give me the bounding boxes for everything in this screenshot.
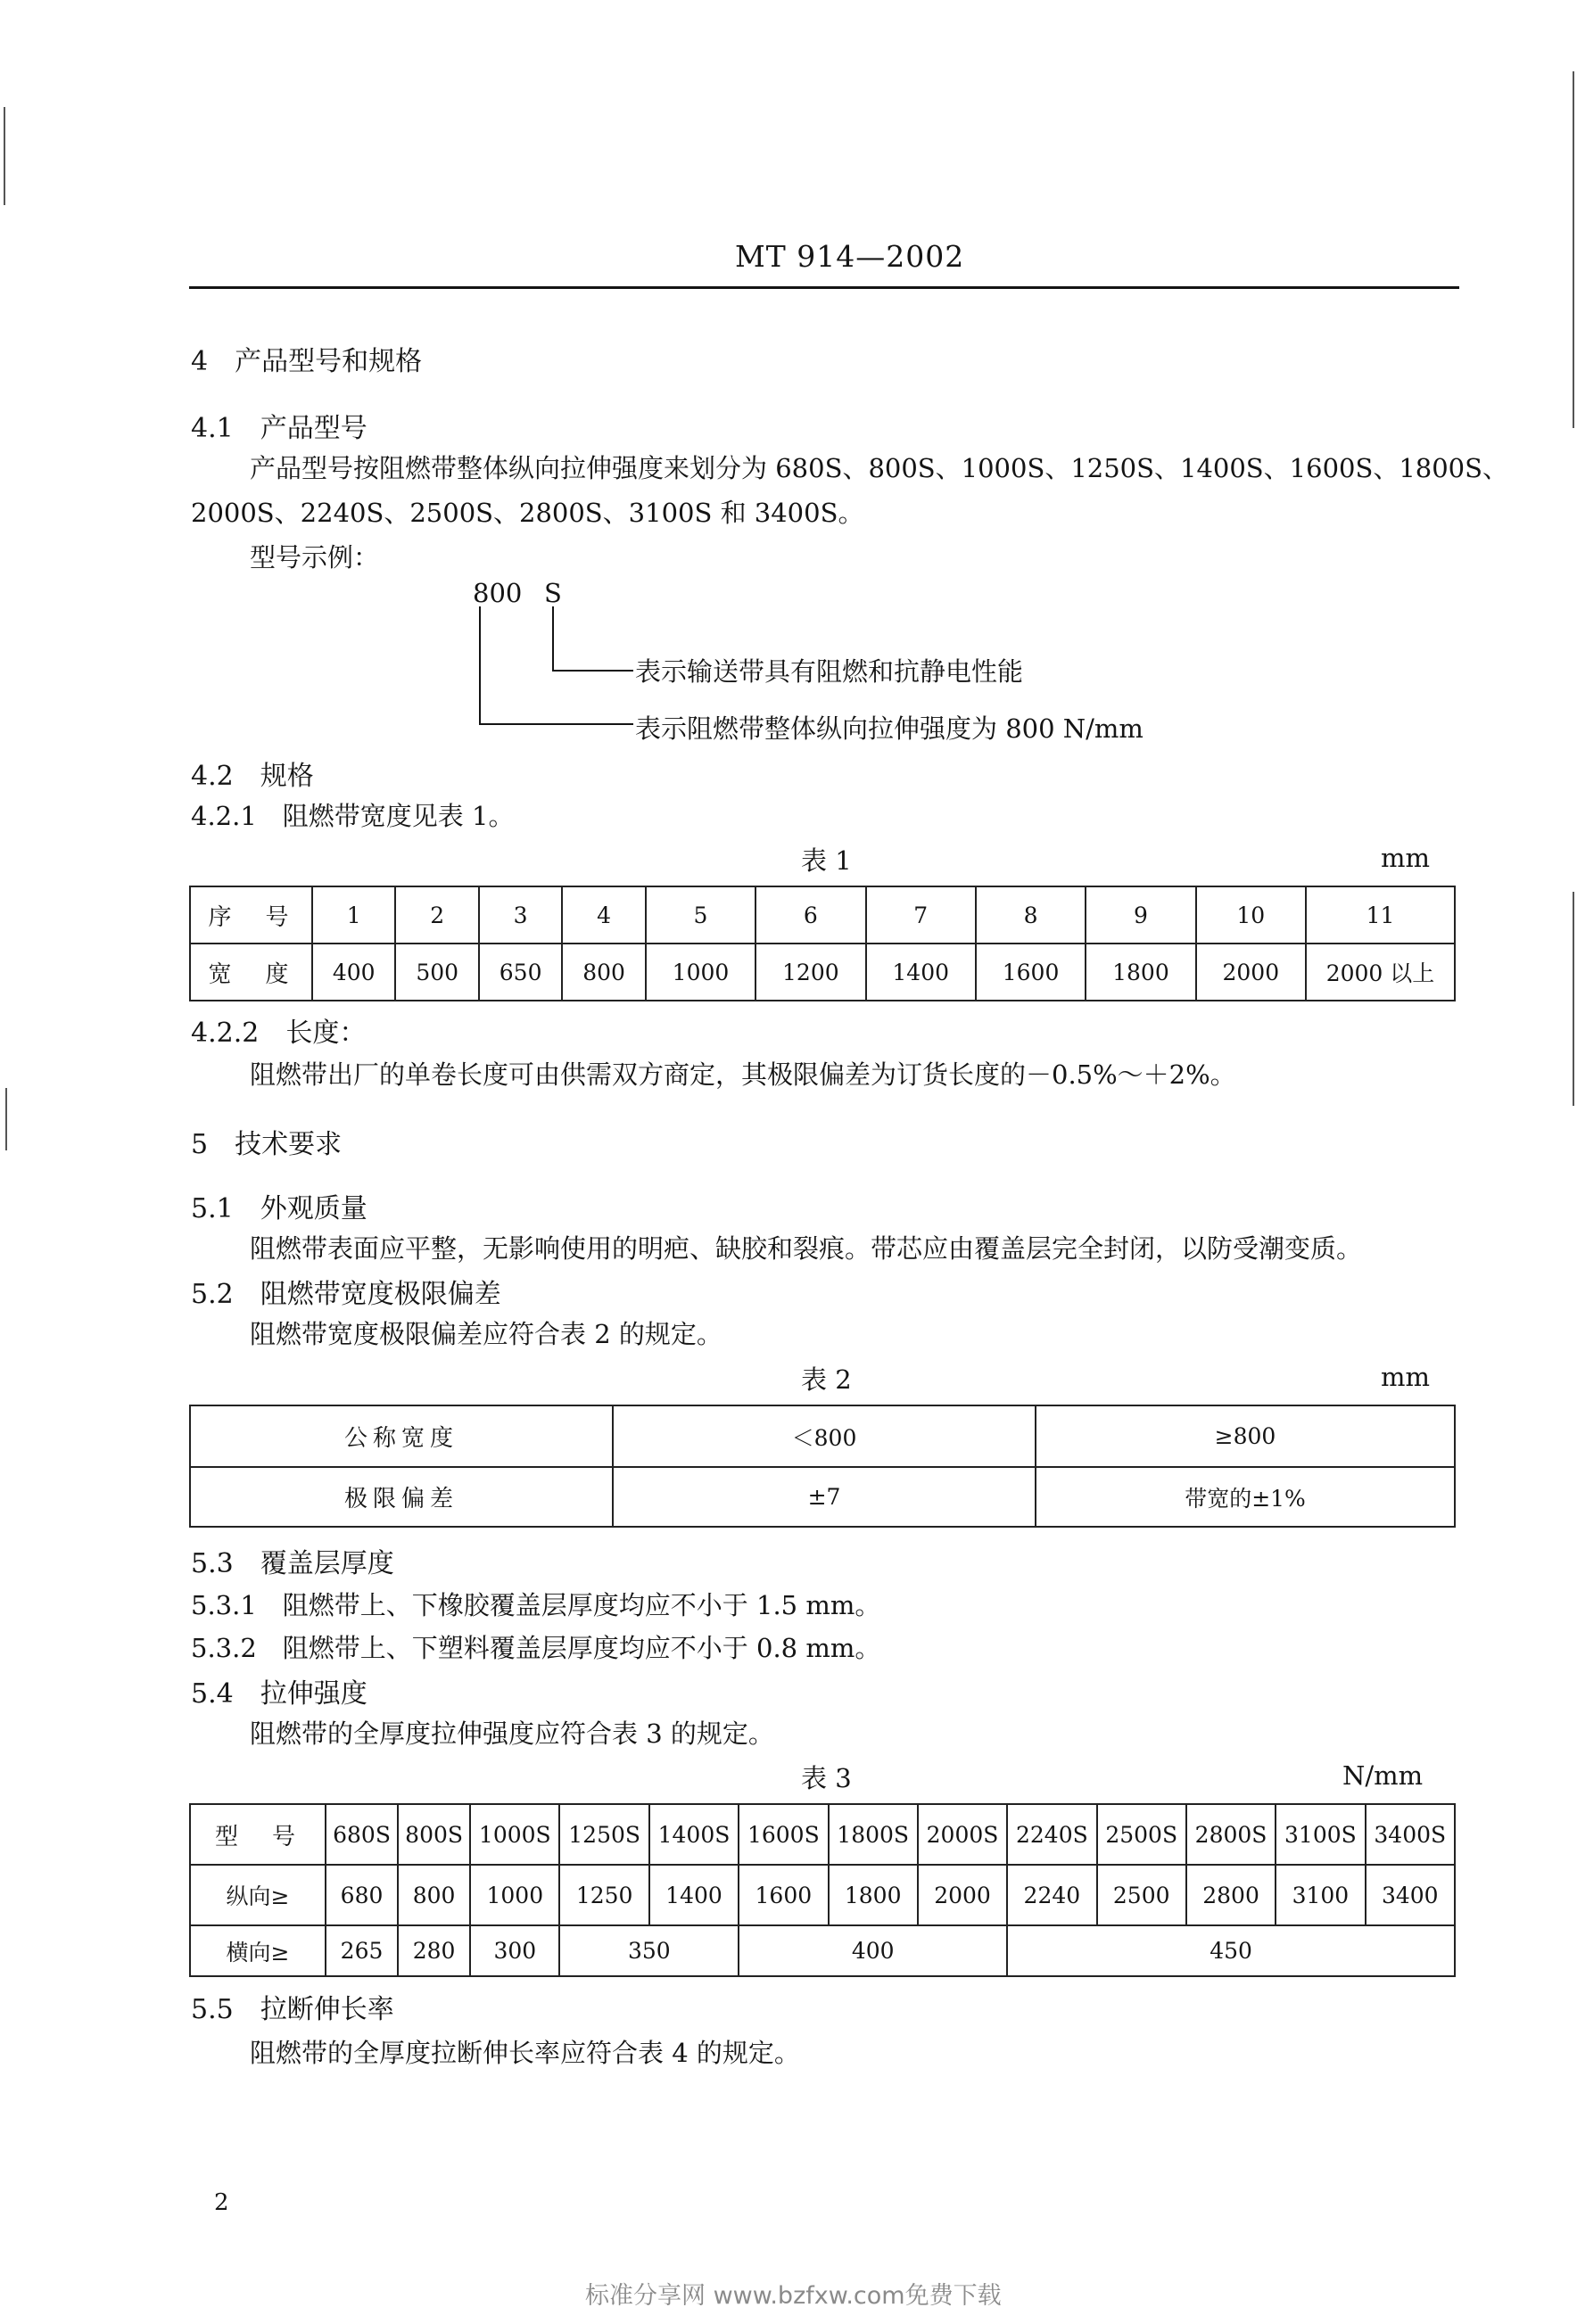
section-5-2-paragraph: 阻燃带宽度极限偏差应符合表 2 的规定。 bbox=[250, 1319, 722, 1349]
table-3-cell: 3400S bbox=[1366, 1804, 1455, 1865]
number-bracket-line bbox=[480, 606, 633, 724]
table-1-cell: 5 bbox=[646, 886, 755, 944]
table-2-cell: ＜800 bbox=[613, 1405, 1036, 1467]
header-rule bbox=[189, 286, 1459, 289]
table-3-cell: 1600S bbox=[739, 1804, 828, 1865]
table-1-row-header: 序 号 bbox=[190, 886, 312, 944]
table-3-cell: 450 bbox=[1007, 1925, 1455, 1976]
table-1-cell: 11 bbox=[1306, 886, 1455, 944]
section-4-1-paragraph-line2: 2000S、2240S、2500S、2800S、3100S 和 3400S。 bbox=[191, 498, 864, 528]
section-5-4-heading: 5.4 拉伸强度 bbox=[191, 1678, 367, 1710]
section-4-1-paragraph-line1: 产品型号按阻燃带整体纵向拉伸强度来划分为 680S、800S、1000S、1250S、1400S、1600S、1800S、 bbox=[250, 453, 1509, 483]
table-3-row-header: 型 号 bbox=[190, 1804, 326, 1865]
section-4-2-2-heading: 4.2.2 长度： bbox=[191, 1018, 367, 1049]
table-1-caption: 表 1 bbox=[801, 845, 852, 876]
table-1 bbox=[189, 886, 1456, 1001]
table-1-cell: 1 bbox=[312, 886, 395, 944]
letter-bracket-line bbox=[553, 606, 633, 671]
table-1-row-header: 宽 度 bbox=[190, 944, 312, 1001]
table-3-cell: 800 bbox=[398, 1865, 470, 1925]
table-3-cell: 3100S bbox=[1276, 1804, 1365, 1865]
section-5-3-1-text: 5.3.1 阻燃带上、下橡胶覆盖层厚度均应不小于 1.5 mm。 bbox=[191, 1590, 881, 1620]
table-3-cell: 280 bbox=[398, 1925, 470, 1976]
table-1-cell: 9 bbox=[1086, 886, 1195, 944]
section-5-1-paragraph: 阻燃带表面应平整，无影响使用的明疤、缺胶和裂痕。带芯应由覆盖层完全封闭，以防受潮变质。 bbox=[250, 1233, 1363, 1264]
table-1-cell: 2000 以上 bbox=[1306, 944, 1455, 1001]
table-3-cell: 800S bbox=[398, 1804, 470, 1865]
table-3-row-header: 横向≥ bbox=[190, 1925, 326, 1976]
table-3-cell: 1000 bbox=[470, 1865, 559, 1925]
table-3-cell: 2800S bbox=[1186, 1804, 1276, 1865]
table-3-cell: 1000S bbox=[470, 1804, 559, 1865]
table-3-cell: 2500S bbox=[1097, 1804, 1186, 1865]
site-footer: 标准分享网 www.bzfxw.com免费下载 bbox=[585, 2282, 1002, 2310]
table-3-cell: 680 bbox=[326, 1865, 398, 1925]
table-1-cell: 1800 bbox=[1086, 944, 1195, 1001]
section-5-1-heading: 5.1 外观质量 bbox=[191, 1193, 367, 1224]
table-1-cell: 1600 bbox=[976, 944, 1086, 1001]
section-5-5-paragraph: 阻燃带的全厚度拉断伸长率应符合表 4 的规定。 bbox=[250, 2038, 800, 2068]
table-1-cell: 3 bbox=[479, 886, 562, 944]
table-1-cell: 6 bbox=[755, 886, 865, 944]
section-4-heading: 4 产品型号和规格 bbox=[191, 346, 423, 377]
section-4-2-2-paragraph: 阻燃带出厂的单卷长度可由供需双方商定，其极限偏差为订货长度的－0.5%～＋2%。 bbox=[250, 1059, 1236, 1090]
table-3-cell: 1250S bbox=[559, 1804, 648, 1865]
table-3-cell: 300 bbox=[470, 1925, 559, 1976]
model-example-number-note: 表示阻燃带整体纵向拉伸强度为 800 N/mm bbox=[635, 713, 1144, 744]
table-1-cell: 2000 bbox=[1196, 944, 1306, 1001]
table-2-row-header: 公称宽度 bbox=[190, 1405, 613, 1467]
section-5-4-paragraph: 阻燃带的全厚度拉伸强度应符合表 3 的规定。 bbox=[250, 1718, 774, 1749]
model-example-letter-note: 表示输送带具有阻燃和抗静电性能 bbox=[635, 656, 1024, 687]
section-4-2-1-text: 4.2.1 阻燃带宽度见表 1。 bbox=[191, 801, 515, 831]
section-4-2-heading: 4.2 规格 bbox=[191, 761, 314, 792]
scan-edge-mark bbox=[1573, 71, 1574, 428]
scan-edge-mark bbox=[1573, 892, 1574, 1106]
table-3-cell: 2000 bbox=[918, 1865, 1007, 1925]
table-3-unit: N/mm bbox=[1342, 1760, 1424, 1791]
table-1-cell: 650 bbox=[479, 944, 562, 1001]
table-3-cell: 1600 bbox=[739, 1865, 828, 1925]
table-1-cell: 1200 bbox=[755, 944, 865, 1001]
section-5-2-heading: 5.2 阻燃带宽度极限偏差 bbox=[191, 1279, 501, 1310]
table-3-cell: 265 bbox=[326, 1925, 398, 1976]
table-2-caption: 表 2 bbox=[801, 1364, 852, 1395]
table-2-row-header: 极限偏差 bbox=[190, 1467, 613, 1527]
table-3-cell: 2000S bbox=[918, 1804, 1007, 1865]
table-3-cell: 350 bbox=[559, 1925, 739, 1976]
table-2 bbox=[189, 1405, 1456, 1528]
model-example-letter: S bbox=[544, 578, 562, 608]
table-3-cell: 1800S bbox=[829, 1804, 918, 1865]
table-3-cell: 1400S bbox=[649, 1804, 739, 1865]
section-5-5-heading: 5.5 拉断伸长率 bbox=[191, 1994, 394, 2025]
table-2-cell: ≥800 bbox=[1036, 1405, 1455, 1467]
table-3-cell: 2240 bbox=[1007, 1865, 1096, 1925]
section-4-1-heading: 4.1 产品型号 bbox=[191, 413, 367, 444]
section-5-3-2-text: 5.3.2 阻燃带上、下塑料覆盖层厚度均应不小于 0.8 mm。 bbox=[191, 1633, 881, 1663]
table-3-cell: 3400 bbox=[1366, 1865, 1455, 1925]
model-example-number: 800 bbox=[473, 578, 523, 608]
table-3-row-header: 纵向≥ bbox=[190, 1865, 326, 1925]
table-1-cell: 4 bbox=[562, 886, 645, 944]
table-3 bbox=[189, 1803, 1456, 1977]
table-3-caption: 表 3 bbox=[801, 1763, 852, 1793]
table-3-cell: 680S bbox=[326, 1804, 398, 1865]
page-number: 2 bbox=[214, 2189, 229, 2216]
table-3-cell: 1400 bbox=[649, 1865, 739, 1925]
scan-edge-mark bbox=[5, 1088, 7, 1150]
section-5-heading: 5 技术要求 bbox=[191, 1129, 343, 1160]
table-3-cell: 2800 bbox=[1186, 1865, 1276, 1925]
table-1-cell: 10 bbox=[1196, 886, 1306, 944]
table-1-cell: 1400 bbox=[866, 944, 976, 1001]
table-1-cell: 8 bbox=[976, 886, 1086, 944]
table-1-cell: 400 bbox=[312, 944, 395, 1001]
table-3-cell: 2240S bbox=[1007, 1804, 1096, 1865]
table-1-unit: mm bbox=[1381, 843, 1430, 873]
section-5-3-heading: 5.3 覆盖层厚度 bbox=[191, 1548, 394, 1579]
table-3-cell: 2500 bbox=[1097, 1865, 1186, 1925]
table-3-cell: 400 bbox=[739, 1925, 1007, 1976]
model-example-label: 型号示例： bbox=[250, 542, 380, 573]
table-1-cell: 1000 bbox=[646, 944, 755, 1001]
table-1-cell: 2 bbox=[395, 886, 478, 944]
table-2-cell: ±7 bbox=[613, 1467, 1036, 1527]
table-3-cell: 1250 bbox=[559, 1865, 648, 1925]
table-3-cell: 1800 bbox=[829, 1865, 918, 1925]
table-1-cell: 7 bbox=[866, 886, 976, 944]
table-1-cell: 500 bbox=[395, 944, 478, 1001]
document-code: MT 914—2002 bbox=[735, 239, 965, 274]
table-2-cell: 带宽的±1% bbox=[1036, 1467, 1455, 1527]
table-1-cell: 800 bbox=[562, 944, 645, 1001]
table-3-cell: 3100 bbox=[1276, 1865, 1365, 1925]
table-2-unit: mm bbox=[1381, 1362, 1430, 1392]
scan-edge-mark bbox=[4, 107, 5, 205]
